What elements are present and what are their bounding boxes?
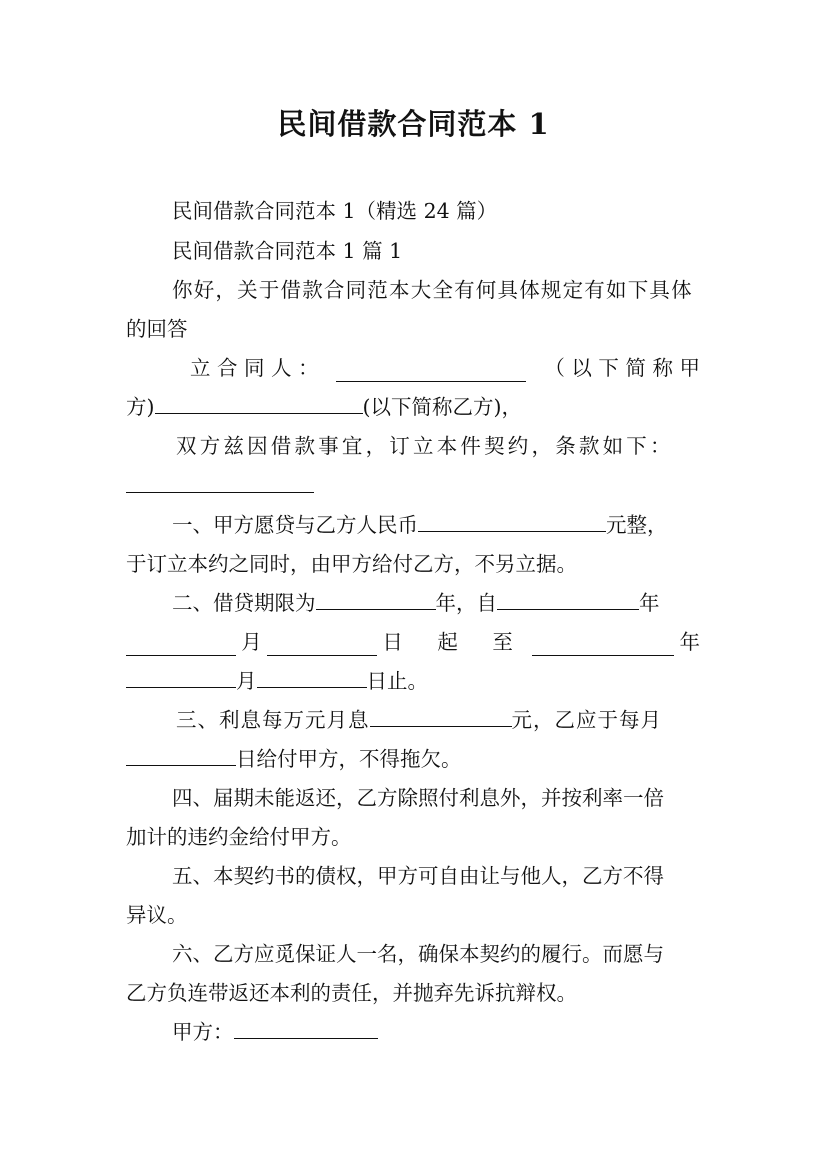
- clause-2-line2: [126, 628, 700, 656]
- section-heading: 民间借款合同范本 1 篇 1: [172, 239, 403, 263]
- start-month-blank: [126, 635, 236, 656]
- clause-1-text-a: 一、甲方愿贷与乙方人民币: [172, 513, 418, 537]
- paragraph-intro-line1: 你好，关于借款合同范本大全有何具体规定有如下具体: [172, 278, 693, 302]
- clause-2-from-to: 日 起 至: [382, 630, 527, 654]
- payment-day-blank: [126, 745, 236, 766]
- agreement-intro: 双方兹因借款事宜，订立本件契约，条款如下：: [176, 434, 674, 458]
- clause-3-text-b: 元，乙应于每月: [511, 708, 662, 732]
- parties-line2: [126, 393, 522, 421]
- clause-3-line2: [126, 745, 462, 773]
- start-year-blank: [497, 589, 639, 610]
- start-day-blank: [267, 635, 377, 656]
- clause-2-text-a: 二、借贷期限为: [172, 591, 316, 615]
- end-month-blank: [126, 667, 236, 688]
- party-a-note: （ 以 下 简 称 甲: [544, 356, 700, 380]
- party-b-blank: [155, 393, 363, 414]
- end-year-blank: [532, 635, 674, 656]
- agreement-intro-blank-line: [126, 472, 314, 500]
- clause-2-year-label: 年: [679, 630, 700, 654]
- party-a-signature: [172, 1018, 378, 1046]
- document-title: 民间借款合同范本 1: [277, 107, 550, 141]
- clause-2-end-month: 月: [236, 669, 257, 693]
- clause-4-line2: 加计的违约金给付甲方。: [126, 825, 352, 849]
- clause-5-line1: 五、本契约书的债权，甲方可自由让与他人，乙方不得: [172, 864, 664, 888]
- party-a-blank: [336, 361, 526, 382]
- clause-4-line1: 四、届期未能返还，乙方除照付利息外，并按利率一倍: [172, 786, 664, 810]
- party-a-signature-blank: [234, 1018, 378, 1039]
- party-b-note: (以下简称乙方)，: [362, 395, 522, 419]
- term-years-blank: [316, 589, 436, 610]
- clause-6-line2: 乙方负连带返还本利的责任，并抛弃先诉抗辩权。: [126, 981, 577, 1005]
- loan-amount-blank: [418, 511, 606, 532]
- clause-3-text-a: 三、利息每万元月息: [176, 708, 370, 732]
- clause-2-line1: [172, 589, 660, 617]
- clause-5-line2: 异议。: [126, 903, 188, 927]
- clause-3-text-c: 日给付甲方，不得拖欠。: [236, 747, 462, 771]
- clause-1-line1: [172, 511, 668, 539]
- party-a-signature-label: 甲方：: [172, 1020, 234, 1044]
- party-a-suffix: 方): [126, 395, 155, 419]
- end-day-blank: [257, 667, 367, 688]
- clause-1-line2: 于订立本约之同时，由甲方给付乙方，不另立据。: [126, 552, 577, 576]
- agreement-blank: [126, 472, 314, 493]
- subtitle-line: 民间借款合同范本 1（精选 24 篇）: [172, 199, 498, 223]
- clause-2-line3: [126, 667, 428, 695]
- clause-3-line1: [176, 706, 662, 734]
- interest-blank: [370, 706, 512, 727]
- clause-2-text-b: 年，自: [435, 591, 497, 615]
- clause-2-month-label: 月: [241, 630, 262, 654]
- clause-2-text-c: 年: [639, 591, 660, 615]
- clause-2-end: 日止。: [366, 669, 428, 693]
- clause-1-text-b: 元整，: [606, 513, 668, 537]
- parties-line1: [190, 354, 700, 382]
- clause-6-line1: 六、乙方应觅保证人一名，确保本契约的履行。而愿与: [172, 942, 664, 966]
- paragraph-intro-line2: 的回答: [126, 317, 188, 341]
- parties-label: 立 合 同 人 ：: [190, 356, 319, 380]
